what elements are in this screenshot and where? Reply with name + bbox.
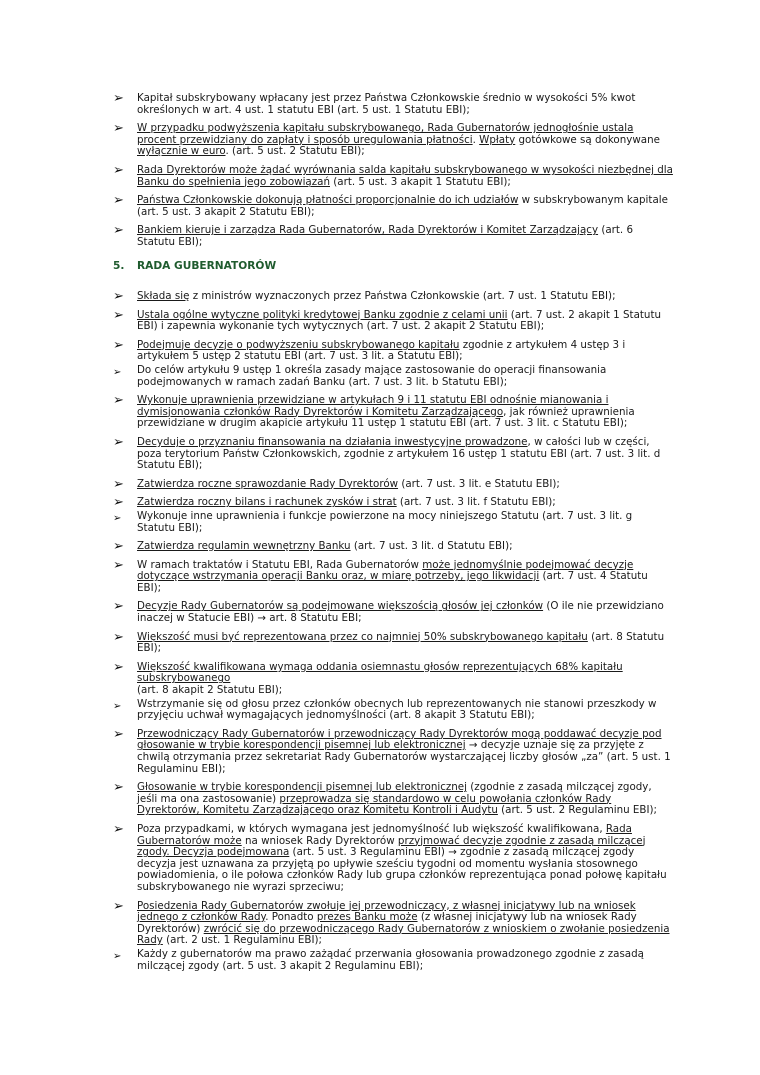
underlined-text: Rada Gubernatorów może <box>137 822 632 847</box>
underlined-text: Bankiem kieruje i zarządza Rada Gubernatorów, Rada Dyrektorów i Komitet Zarządzający <box>137 224 599 237</box>
arrow-bullet-icon: ➢ <box>113 366 122 378</box>
text-run: (art. 2 ust. 1 Regulaminu EBI); <box>162 934 322 947</box>
list-item <box>113 726 673 775</box>
underlined-text: Głosowanie w trybie korespondencji pisemnej lub elektronicznej <box>137 781 468 794</box>
list-item <box>113 291 673 303</box>
text-run: (art. 8 akapit 2 Statutu EBI); <box>137 684 283 697</box>
list-item <box>113 541 673 553</box>
underlined-text: może jednomyślnie podejmować decyzje dotyczące wstrzymania operacji Banku oraz, w miarę potrzeby, jego likwidacji <box>137 558 634 583</box>
list-item <box>113 949 673 972</box>
text-run: . Ponadto <box>265 911 317 924</box>
underlined-text: Państwa Członkowskie dokonują płatności proporcjonalnie do ich udziałów <box>137 194 519 207</box>
underlined-text: W przypadku podwyższenia kapitału subskrybowanego, Rada Gubernatorów jednogłośnie ustala procent przewidziany do zapłaty i sposób uregulowania płatności <box>137 122 634 146</box>
arrow-bullet-icon: ➢ <box>113 700 122 712</box>
arrow-bullet-icon: ➢ <box>113 121 124 137</box>
arrow-bullet-icon: ➢ <box>113 539 124 555</box>
text-run: (art. 7 ust. 3 lit. f Statutu EBI); <box>396 496 556 509</box>
arrow-bullet-icon: ➢ <box>113 307 124 323</box>
list-item-text <box>137 510 632 534</box>
list-item-text <box>137 698 656 722</box>
section-heading <box>113 261 276 273</box>
text-run: Każdy z gubernatorów ma prawo zażądać przerwania głosowania prowadzonego zgodnie z zasadą milczącej zgody (art. 5 ust. 3 akapit 2 Regulaminu EBI); <box>137 947 644 972</box>
list-item <box>113 195 673 218</box>
arrow-bullet-icon: ➢ <box>113 780 124 796</box>
list-item <box>113 821 673 894</box>
list-item <box>113 307 673 333</box>
list-item <box>113 601 673 624</box>
underlined-text: prezes Banku może <box>316 911 418 924</box>
text-run: z ministrów wyznaczonych przez Państwa Członkowskie (art. 7 ust. 1 Statutu EBI); <box>189 290 616 302</box>
list-item <box>113 123 673 158</box>
underlined-text: Decyzje Rady Gubernatorów są podejmowane większością głosów jej członków <box>137 600 544 613</box>
underlined-text: Zatwierdza roczne sprawozdanie Rady Dyrektorów <box>137 477 399 490</box>
text-run: (O ile nie przewidziano inaczej w Statucie EBI) → art. 8 Statutu EBI; <box>137 600 664 625</box>
section-title: RADA GUBERNATORÓW <box>137 260 277 272</box>
underlined-text: Wpłaty <box>479 133 516 146</box>
list-item-text <box>137 948 644 972</box>
text-run: , jak również uprawnienia przewidziane w drugim akapicie artykułu 11 ustęp 1 statutu EBI (art. 7 ust. 3 lit. c Statutu EBI); <box>137 405 635 430</box>
arrow-bullet-icon: ➢ <box>113 629 124 645</box>
arrow-bullet-icon: ➢ <box>113 659 124 675</box>
list-item <box>113 699 673 722</box>
section-number: 5. <box>113 260 125 272</box>
text-run: zgodnie z artykułem 4 ustęp 3 i artykułem 5 ustęp 2 statutu EBI (art. 7 ust. 3 lit. a Statutu EBI); <box>137 338 626 363</box>
list-item <box>113 659 673 697</box>
underlined-text: Posiedzenia Rady Gubernatorów zwołuje jej przewodniczący, z własnej inicjatywy lub na wniosek jednego z członków Rady <box>137 899 636 924</box>
list-item-text <box>137 661 623 696</box>
text-run: gotówkowe są dokonywane <box>515 133 660 146</box>
arrow-bullet-icon: ➢ <box>113 476 124 492</box>
underlined-text: Podejmuje decyzje o podwyższeniu subskrybowanego kapitału <box>137 338 460 351</box>
arrow-bullet-icon: ➢ <box>113 726 124 742</box>
list-item-text <box>137 823 667 893</box>
underlined-text: Składa się <box>137 290 190 302</box>
arrow-bullet-icon: ➢ <box>113 512 122 524</box>
list-item <box>113 395 673 430</box>
arrow-bullet-icon: ➢ <box>113 821 124 837</box>
list-item <box>113 629 673 655</box>
list-item-text <box>137 600 664 624</box>
arrow-bullet-icon: ➢ <box>113 289 124 304</box>
list-item-text <box>137 900 670 947</box>
text-run: (art. 5 ust. 3 akapit 1 Statutu EBI); <box>330 175 511 188</box>
list-item <box>113 898 673 947</box>
list-item-text <box>137 92 635 116</box>
underlined-text: wyłącznie w euro <box>137 145 226 158</box>
list-item <box>113 782 673 817</box>
list-item <box>113 225 673 248</box>
list-item <box>113 434 673 472</box>
underlined-text: Zatwierdza regulamin wewnętrzny Banku <box>137 540 351 553</box>
underlined-text: Przewodniczący Rady Gubernatorów i przewodniczący Rady Dyrektorów mogą poddawać decyzje pod głosowanie w trybie korespondencji pisemnej lub elektronicznej <box>137 727 662 752</box>
text-run: (art. 8 Statutu EBI); <box>137 630 665 655</box>
list-item <box>113 497 673 509</box>
list-item <box>113 365 673 388</box>
list-item-text <box>137 364 606 388</box>
list-item-text <box>137 224 633 248</box>
text-run: (art. 5 ust. 3 Regulaminu EBI) → zgodnie z zasadą milczącej zgody decyzja jest uznawana za przyjętą po upływie sześciu tygodni od momentu wysłania stosownego powiadomienia, o ile połowa członków Rady lub grupa członków reprezentująca ponad połowę kapitału subskrybowanego nie wyrazi sprzeciwu; <box>137 846 667 893</box>
capital-bullet-list <box>113 93 673 256</box>
text-run: (art. 5 ust. 2 Regulaminu EBI); <box>497 804 657 817</box>
arrow-bullet-icon: ➢ <box>113 898 124 914</box>
underlined-text: Rada Dyrektorów może żądać wyrównania salda kapitału subskrybowanego w wysokości niezbędnej dla Banku do spełnienia jego zobowiązań <box>137 163 673 188</box>
text-run: , w całości lub w części, poza terytorium Państw Członkowskich, zgodnie z artykułem 16 ustęp 1 statutu EBI (art. 7 ust. 3 lit. d Statutu EBI); <box>137 435 661 472</box>
list-item-text <box>137 496 556 508</box>
arrow-bullet-icon: ➢ <box>113 495 124 511</box>
list-item-text <box>137 164 673 188</box>
underlined-text: Ustala ogólne wytyczne polityki kredytowej Banku zgodnie z celami unii <box>137 308 508 321</box>
underlined-text: Decyduje o przyznaniu finansowania na działania inwestycyjne prowadzone <box>137 435 528 448</box>
text-run: (art. 6 Statutu EBI); <box>137 224 634 248</box>
list-item-text <box>137 339 625 363</box>
board-of-governors-bullet-list <box>113 291 673 979</box>
text-run: na wniosek Rady Dyrektorów <box>241 834 398 847</box>
arrow-bullet-icon: ➢ <box>113 91 124 106</box>
text-run: → decyzje uznaje się za przyjęte z chwilą otrzymania przez sekretariat Rady Gubernatorów wystarczającej liczby głosów „za” (art. 5 ust. 1 Regulaminu EBI); <box>137 739 671 775</box>
arrow-bullet-icon: ➢ <box>113 599 124 615</box>
underlined-text: Wykonuje uprawnienia przewidziane w artykułach 9 i 11 statutu EBI odnośnie mianowania i dymisjonowania członków Rady Dyrektorów i Komitetu Zarządzającego <box>137 394 609 418</box>
text-run: w subskrybowanym kapitale (art. 5 ust. 3 akapit 2 Statutu EBI); <box>137 194 668 218</box>
list-item-text <box>137 122 660 157</box>
list-item <box>113 476 673 492</box>
text-run: Do celów artykułu 9 ustęp 1 określa zasady mające zastosowanie do operacji finansowania podejmowanych w ramach zadań Banku (art. 7 ust. 3 lit. b Statutu EBI); <box>137 363 607 388</box>
list-item-text <box>137 728 671 775</box>
list-item-text <box>137 436 660 471</box>
text-run: (art. 7 ust. 3 lit. e Statutu EBI); <box>398 477 560 490</box>
text-run: Wykonuje inne uprawnienia i funkcje powierzone na mocy niniejszego Statutu (art. 7 ust. 3 lit. g Statutu EBI); <box>137 509 633 534</box>
list-item-text <box>137 540 513 552</box>
list-item-text <box>137 631 664 655</box>
list-item-text <box>137 394 635 429</box>
arrow-bullet-icon: ➢ <box>113 193 124 209</box>
text-run: Kapitał subskrybowany wpłacany jest przez Państwa Członkowskie średnio w wysokości 5% kwot określonych w art. 4 ust. 1 statutu EBI (art. 5 ust. 1 Statutu EBI); <box>137 92 636 116</box>
text-run: (art. 7 ust. 2 akapit 1 Statutu EBI) i zapewnia wykonanie tych wytycznych (art. 7 ust. 2 akapit 2 Statutu EBI); <box>137 308 662 333</box>
list-item <box>113 162 673 188</box>
text-run: (z własnej inicjatywy lub na wniosek Rady Dyrektorów) <box>137 911 637 935</box>
list-item-text <box>137 781 657 816</box>
underlined-text: przyjmować decyzje zgodnie z zasadą milczącej zgody. Decyzja podejmowana <box>137 834 646 859</box>
arrow-bullet-icon: ➢ <box>113 950 122 962</box>
underlined-text: przeprowadza się standardowo w celu powołania członków Rady Dyrektorów, Komitetu Zarządzającego oraz Komitetu Kontroli i Audytu <box>137 792 612 817</box>
arrow-bullet-icon: ➢ <box>113 393 124 409</box>
list-item-text <box>137 309 661 333</box>
list-item-text <box>137 478 560 490</box>
arrow-bullet-icon: ➢ <box>113 557 124 573</box>
arrow-bullet-icon: ➢ <box>113 337 124 353</box>
underlined-text: Większość kwalifikowana wymaga oddania osiemnastu głosów reprezentujących 68% kapitału subskrybowanego <box>137 660 623 685</box>
arrow-bullet-icon: ➢ <box>113 223 124 239</box>
text-run: W ramach traktatów i Statutu EBI, Rada Gubernatorów <box>137 558 423 571</box>
text-run: Wstrzymanie się od głosu przez członków obecnych lub reprezentowanych nie stanowi przeszkody w przyjęciu uchwał wymagających jednomyślności (art. 8 akapit 3 Statutu EBI); <box>137 697 657 722</box>
text-run: (art. 7 ust. 4 Statutu EBI); <box>137 570 648 594</box>
text-run: Poza przypadkami, w których wymagana jest jednomyślność lub większość kwalifikowana, <box>137 822 606 835</box>
list-item <box>113 337 673 363</box>
text-run: . (art. 5 ust. 2 Statutu EBI); <box>225 145 365 158</box>
list-item-text <box>137 559 648 594</box>
arrow-bullet-icon: ➢ <box>113 162 124 178</box>
list-item <box>113 93 673 116</box>
underlined-text: Większość musi być reprezentowana przez co najmniej 50% subskrybowanego kapitału <box>137 630 588 643</box>
arrow-bullet-icon: ➢ <box>113 434 124 450</box>
list-item <box>113 557 673 595</box>
list-item <box>113 511 673 534</box>
text-run: (zgodnie z zasadą milczącej zgody, jeśli ma ona zastosowanie) <box>137 781 652 805</box>
underlined-text: Zatwierdza roczny bilans i rachunek zysków i strat <box>137 496 397 509</box>
text-run: . <box>472 133 480 146</box>
text-run: (art. 7 ust. 3 lit. d Statutu EBI); <box>350 540 513 553</box>
list-item-text <box>137 290 616 302</box>
list-item-text <box>137 194 668 218</box>
underlined-text: zwrócić się do przewodniczącego Rady Gubernatorów z wnioskiem o zwołanie posiedzenia Rady <box>137 922 670 947</box>
